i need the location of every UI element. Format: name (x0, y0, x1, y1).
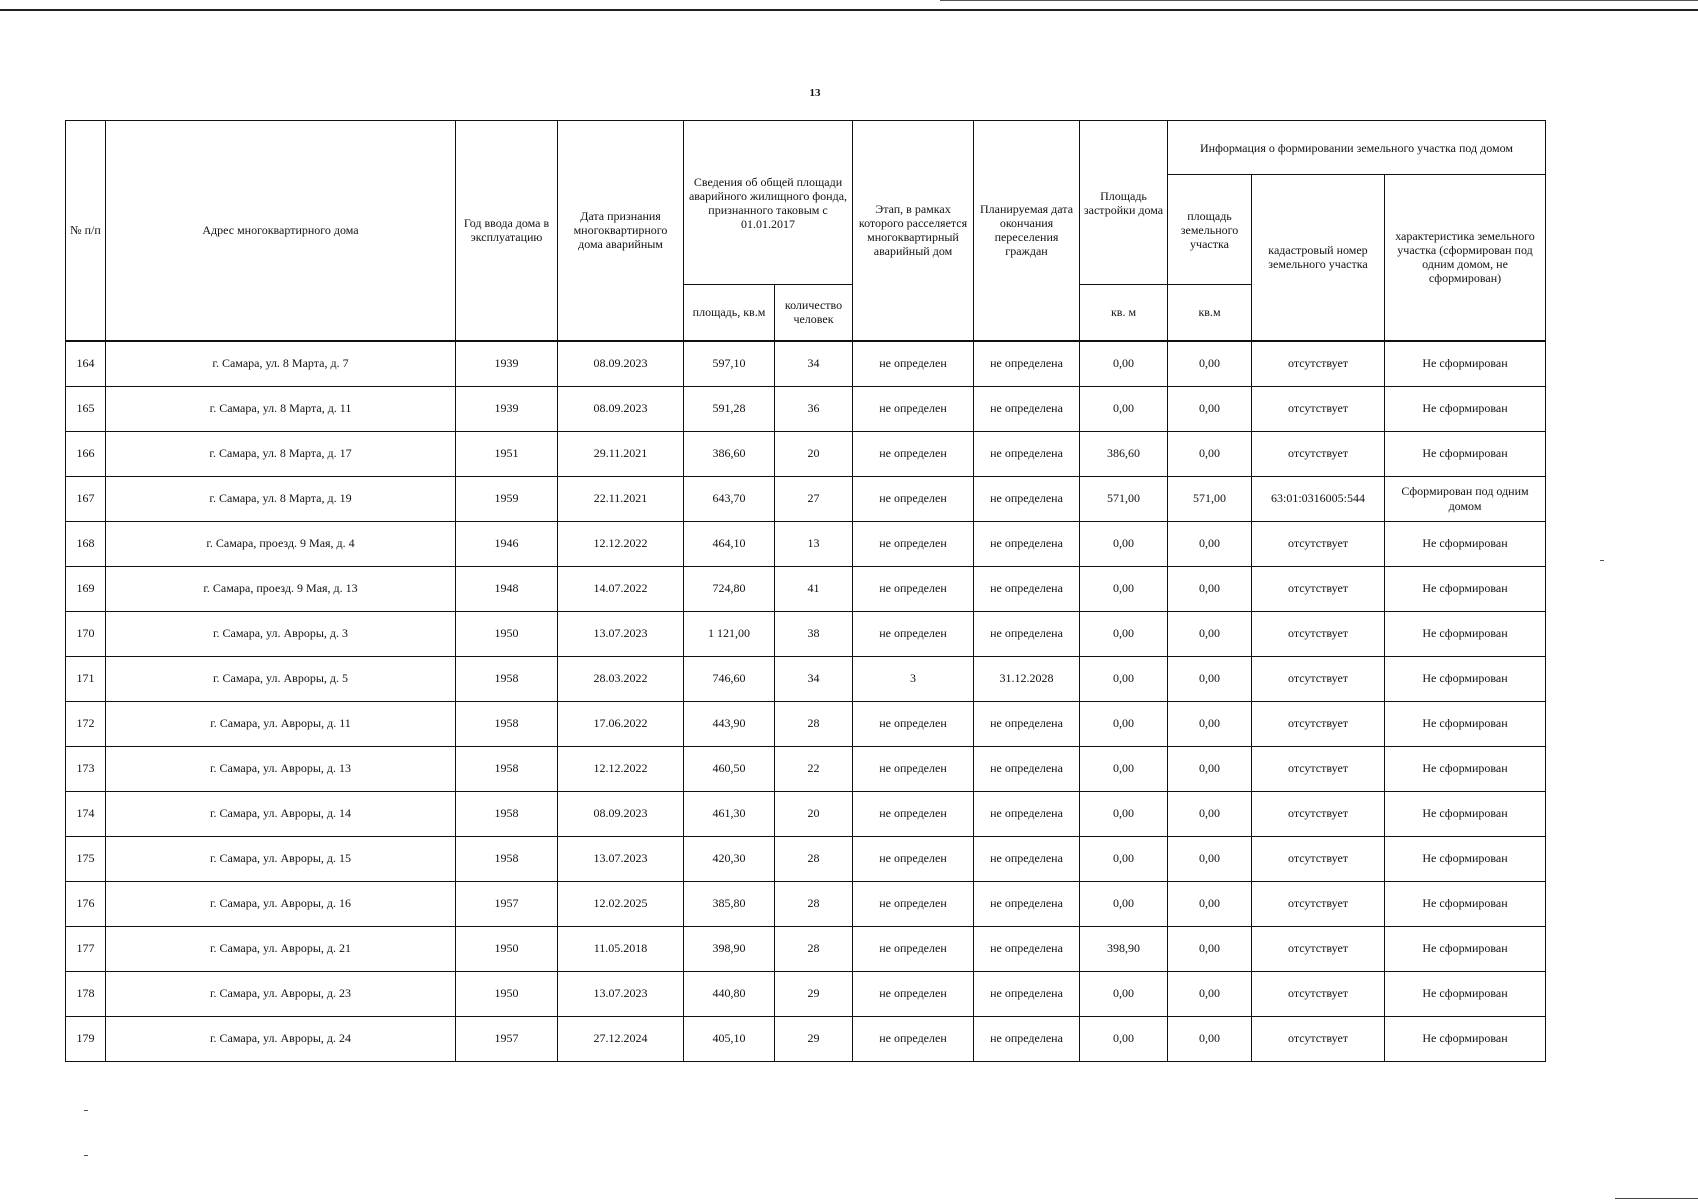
header-fund-people: количество человек (775, 285, 853, 341)
cell-date-emergency: 28.03.2022 (558, 656, 684, 701)
cell-status: Сформирован под одним домом (1385, 476, 1546, 521)
cell-address: г. Самара, ул. 8 Марта, д. 7 (106, 341, 456, 387)
cell-address: г. Самара, ул. Авроры, д. 21 (106, 926, 456, 971)
cell-status: Не сформирован (1385, 386, 1546, 431)
table-body (66, 341, 1546, 1062)
cell-date-emergency: 29.11.2021 (558, 431, 684, 476)
table-row (66, 386, 1546, 431)
cell-cadastral: отсутствует (1252, 656, 1385, 701)
cell-year: 1950 (456, 611, 558, 656)
cell-stage: не определен (853, 476, 974, 521)
table-row (66, 746, 1546, 791)
cell-year: 1951 (456, 431, 558, 476)
cell-area: 643,70 (684, 476, 775, 521)
cell-people: 28 (775, 836, 853, 881)
cell-year: 1950 (456, 971, 558, 1016)
table-header (66, 121, 1546, 341)
table-row (66, 836, 1546, 881)
header-stage: Этап, в рамках которого расселяется многоквартирный аварийный дом (853, 121, 974, 341)
cell-area: 1 121,00 (684, 611, 775, 656)
cell-num: 168 (66, 521, 106, 566)
cell-people: 20 (775, 431, 853, 476)
cell-stage: не определен (853, 881, 974, 926)
cell-stage: не определен (853, 971, 974, 1016)
cell-planned-date: не определена (974, 836, 1080, 881)
cell-year: 1946 (456, 521, 558, 566)
cell-num: 167 (66, 476, 106, 521)
cell-address: г. Самара, ул. 8 Марта, д. 11 (106, 386, 456, 431)
cell-num: 172 (66, 701, 106, 746)
cell-address: г. Самара, ул. Авроры, д. 3 (106, 611, 456, 656)
cell-status: Не сформирован (1385, 341, 1546, 387)
cell-address: г. Самара, проезд. 9 Мая, д. 4 (106, 521, 456, 566)
bottom-scan-rule (1615, 1198, 1698, 1199)
cell-stage: не определен (853, 566, 974, 611)
cell-date-emergency: 13.07.2023 (558, 971, 684, 1016)
cell-cadastral: отсутствует (1252, 521, 1385, 566)
cell-year: 1958 (456, 791, 558, 836)
cell-stage: не определен (853, 1016, 974, 1061)
cell-year: 1957 (456, 1016, 558, 1061)
cell-people: 22 (775, 746, 853, 791)
cell-status: Не сформирован (1385, 836, 1546, 881)
cell-built-area: 0,00 (1080, 521, 1168, 566)
cell-num: 177 (66, 926, 106, 971)
cell-status: Не сформирован (1385, 656, 1546, 701)
cell-num: 165 (66, 386, 106, 431)
cell-planned-date: не определена (974, 386, 1080, 431)
cell-stage: не определен (853, 611, 974, 656)
table-row (66, 341, 1546, 387)
cell-date-emergency: 08.09.2023 (558, 386, 684, 431)
scan-speck (84, 1110, 88, 1111)
cell-date-emergency: 27.12.2024 (558, 1016, 684, 1061)
cell-people: 29 (775, 971, 853, 1016)
cell-area: 597,10 (684, 341, 775, 387)
cell-num: 169 (66, 566, 106, 611)
table-row (66, 476, 1546, 521)
cell-land-area: 0,00 (1168, 971, 1252, 1016)
cell-year: 1948 (456, 566, 558, 611)
cell-date-emergency: 12.12.2022 (558, 746, 684, 791)
top-scan-rule-secondary (940, 0, 1698, 1)
cell-land-area: 0,00 (1168, 341, 1252, 387)
cell-land-area: 0,00 (1168, 1016, 1252, 1061)
cell-status: Не сформирован (1385, 746, 1546, 791)
cell-status: Не сформирован (1385, 701, 1546, 746)
cell-address: г. Самара, ул. Авроры, д. 11 (106, 701, 456, 746)
cell-num: 174 (66, 791, 106, 836)
table-row (66, 971, 1546, 1016)
cell-num: 171 (66, 656, 106, 701)
cell-people: 36 (775, 386, 853, 431)
cell-stage: не определен (853, 521, 974, 566)
cell-people: 27 (775, 476, 853, 521)
cell-planned-date: не определена (974, 476, 1080, 521)
cell-built-area: 0,00 (1080, 881, 1168, 926)
cell-num: 178 (66, 971, 106, 1016)
cell-land-area: 0,00 (1168, 746, 1252, 791)
header-date-emergency: Дата признания многоквартирного дома аварийным (558, 121, 684, 341)
cell-cadastral: отсутствует (1252, 701, 1385, 746)
cell-planned-date: 31.12.2028 (974, 656, 1080, 701)
cell-address: г. Самара, ул. Авроры, д. 23 (106, 971, 456, 1016)
cell-area: 461,30 (684, 791, 775, 836)
cell-status: Не сформирован (1385, 611, 1546, 656)
cell-date-emergency: 08.09.2023 (558, 341, 684, 387)
cell-num: 166 (66, 431, 106, 476)
cell-land-area: 0,00 (1168, 656, 1252, 701)
cell-planned-date: не определена (974, 881, 1080, 926)
cell-address: г. Самара, ул. Авроры, д. 14 (106, 791, 456, 836)
cell-planned-date: не определена (974, 1016, 1080, 1061)
cell-area: 385,80 (684, 881, 775, 926)
cell-date-emergency: 22.11.2021 (558, 476, 684, 521)
cell-planned-date: не определена (974, 971, 1080, 1016)
cell-status: Не сформирован (1385, 881, 1546, 926)
cell-num: 164 (66, 341, 106, 387)
cell-year: 1939 (456, 341, 558, 387)
cell-land-area: 0,00 (1168, 521, 1252, 566)
cell-planned-date: не определена (974, 341, 1080, 387)
cell-num: 179 (66, 1016, 106, 1061)
scan-speck (1600, 560, 1604, 561)
cell-people: 28 (775, 881, 853, 926)
cell-built-area: 0,00 (1080, 791, 1168, 836)
cell-people: 38 (775, 611, 853, 656)
cell-built-area: 571,00 (1080, 476, 1168, 521)
header-fund-area: площадь, кв.м (684, 285, 775, 341)
cell-year: 1950 (456, 926, 558, 971)
cell-num: 170 (66, 611, 106, 656)
cell-date-emergency: 11.05.2018 (558, 926, 684, 971)
cell-cadastral: отсутствует (1252, 341, 1385, 387)
cell-cadastral: отсутствует (1252, 836, 1385, 881)
cell-stage: не определен (853, 746, 974, 791)
cell-built-area: 0,00 (1080, 971, 1168, 1016)
cell-land-area: 571,00 (1168, 476, 1252, 521)
cell-built-area: 0,00 (1080, 341, 1168, 387)
cell-people: 29 (775, 1016, 853, 1061)
cell-year: 1958 (456, 746, 558, 791)
cell-cadastral: отсутствует (1252, 746, 1385, 791)
cell-land-area: 0,00 (1168, 566, 1252, 611)
table-row (66, 656, 1546, 701)
cell-cadastral: отсутствует (1252, 566, 1385, 611)
cell-num: 176 (66, 881, 106, 926)
cell-area: 746,60 (684, 656, 775, 701)
cell-stage: не определен (853, 701, 974, 746)
cell-people: 20 (775, 791, 853, 836)
cell-year: 1959 (456, 476, 558, 521)
cell-area: 386,60 (684, 431, 775, 476)
cell-year: 1958 (456, 836, 558, 881)
emergency-housing-table (65, 120, 1546, 1062)
cell-people: 28 (775, 701, 853, 746)
cell-cadastral: отсутствует (1252, 611, 1385, 656)
cell-built-area: 0,00 (1080, 1016, 1168, 1061)
header-cadastral: кадастровый номер земельного участка (1252, 175, 1385, 341)
cell-people: 28 (775, 926, 853, 971)
header-land-area-unit: кв.м (1168, 285, 1252, 341)
cell-year: 1939 (456, 386, 558, 431)
header-land-area: площадь земельного участка (1168, 175, 1252, 285)
header-year: Год ввода дома в эксплуатацию (456, 121, 558, 341)
cell-year: 1958 (456, 656, 558, 701)
table-row (66, 611, 1546, 656)
header-built-area-unit: кв. м (1080, 285, 1168, 341)
cell-planned-date: не определена (974, 926, 1080, 971)
cell-status: Не сформирован (1385, 971, 1546, 1016)
cell-stage: не определен (853, 791, 974, 836)
cell-date-emergency: 13.07.2023 (558, 836, 684, 881)
cell-date-emergency: 12.02.2025 (558, 881, 684, 926)
header-characteristic: характеристика земельного участка (сформирован под одним домом, не сформирован) (1385, 175, 1546, 341)
cell-cadastral: отсутствует (1252, 881, 1385, 926)
cell-status: Не сформирован (1385, 791, 1546, 836)
cell-stage: 3 (853, 656, 974, 701)
cell-people: 34 (775, 656, 853, 701)
cell-stage: не определен (853, 836, 974, 881)
cell-planned-date: не определена (974, 566, 1080, 611)
table-row (66, 431, 1546, 476)
cell-planned-date: не определена (974, 431, 1080, 476)
cell-cadastral: отсутствует (1252, 431, 1385, 476)
cell-land-area: 0,00 (1168, 701, 1252, 746)
cell-built-area: 0,00 (1080, 836, 1168, 881)
cell-address: г. Самара, проезд. 9 Мая, д. 13 (106, 566, 456, 611)
cell-people: 13 (775, 521, 853, 566)
cell-planned-date: не определена (974, 791, 1080, 836)
cell-area: 420,30 (684, 836, 775, 881)
cell-land-area: 0,00 (1168, 386, 1252, 431)
table-row (66, 566, 1546, 611)
cell-status: Не сформирован (1385, 566, 1546, 611)
header-land-info: Информация о формировании земельного участка под домом (1168, 121, 1546, 175)
cell-built-area: 0,00 (1080, 566, 1168, 611)
cell-year: 1958 (456, 701, 558, 746)
cell-stage: не определен (853, 341, 974, 387)
cell-area: 460,50 (684, 746, 775, 791)
cell-cadastral: отсутствует (1252, 926, 1385, 971)
cell-planned-date: не определена (974, 611, 1080, 656)
cell-status: Не сформирован (1385, 521, 1546, 566)
cell-area: 398,90 (684, 926, 775, 971)
cell-area: 591,28 (684, 386, 775, 431)
cell-num: 175 (66, 836, 106, 881)
cell-status: Не сформирован (1385, 431, 1546, 476)
table-row (66, 881, 1546, 926)
cell-built-area: 0,00 (1080, 746, 1168, 791)
cell-built-area: 0,00 (1080, 386, 1168, 431)
cell-date-emergency: 08.09.2023 (558, 791, 684, 836)
cell-cadastral: отсутствует (1252, 386, 1385, 431)
cell-built-area: 386,60 (1080, 431, 1168, 476)
cell-land-area: 0,00 (1168, 611, 1252, 656)
cell-num: 173 (66, 746, 106, 791)
header-address: Адрес многоквартирного дома (106, 121, 456, 341)
cell-built-area: 0,00 (1080, 656, 1168, 701)
page-number: 13 (809, 87, 821, 99)
cell-date-emergency: 17.06.2022 (558, 701, 684, 746)
cell-land-area: 0,00 (1168, 431, 1252, 476)
cell-stage: не определен (853, 926, 974, 971)
cell-planned-date: не определена (974, 521, 1080, 566)
cell-built-area: 398,90 (1080, 926, 1168, 971)
cell-stage: не определен (853, 431, 974, 476)
cell-area: 443,90 (684, 701, 775, 746)
header-fund-info: Сведения об общей площади аварийного жилищного фонда, признанного таковым с 01.01.2017 (684, 121, 853, 285)
cell-land-area: 0,00 (1168, 881, 1252, 926)
cell-cadastral: отсутствует (1252, 791, 1385, 836)
cell-cadastral: 63:01:0316005:544 (1252, 476, 1385, 521)
table-row (66, 521, 1546, 566)
cell-date-emergency: 12.12.2022 (558, 521, 684, 566)
header-built-area: Площадь застройки дома (1080, 121, 1168, 285)
cell-status: Не сформирован (1385, 1016, 1546, 1061)
header-num: № п/п (66, 121, 106, 341)
cell-address: г. Самара, ул. Авроры, д. 16 (106, 881, 456, 926)
cell-people: 34 (775, 341, 853, 387)
cell-planned-date: не определена (974, 701, 1080, 746)
cell-address: г. Самара, ул. 8 Марта, д. 17 (106, 431, 456, 476)
cell-area: 405,10 (684, 1016, 775, 1061)
cell-people: 41 (775, 566, 853, 611)
cell-land-area: 0,00 (1168, 836, 1252, 881)
cell-stage: не определен (853, 386, 974, 431)
cell-cadastral: отсутствует (1252, 1016, 1385, 1061)
cell-date-emergency: 14.07.2022 (558, 566, 684, 611)
cell-address: г. Самара, ул. Авроры, д. 13 (106, 746, 456, 791)
top-scan-rule (0, 9, 1698, 11)
cell-area: 464,10 (684, 521, 775, 566)
cell-status: Не сформирован (1385, 926, 1546, 971)
table-row (66, 701, 1546, 746)
cell-area: 440,80 (684, 971, 775, 1016)
cell-built-area: 0,00 (1080, 611, 1168, 656)
cell-cadastral: отсутствует (1252, 971, 1385, 1016)
cell-date-emergency: 13.07.2023 (558, 611, 684, 656)
cell-year: 1957 (456, 881, 558, 926)
table-row (66, 1016, 1546, 1061)
cell-area: 724,80 (684, 566, 775, 611)
cell-address: г. Самара, ул. Авроры, д. 24 (106, 1016, 456, 1061)
cell-address: г. Самара, ул. Авроры, д. 5 (106, 656, 456, 701)
cell-land-area: 0,00 (1168, 791, 1252, 836)
cell-address: г. Самара, ул. 8 Марта, д. 19 (106, 476, 456, 521)
cell-built-area: 0,00 (1080, 701, 1168, 746)
cell-planned-date: не определена (974, 746, 1080, 791)
scan-speck (84, 1155, 88, 1156)
table-row (66, 791, 1546, 836)
table-row (66, 926, 1546, 971)
cell-land-area: 0,00 (1168, 926, 1252, 971)
cell-address: г. Самара, ул. Авроры, д. 15 (106, 836, 456, 881)
header-planned-date: Планируемая дата окончания переселения граждан (974, 121, 1080, 341)
